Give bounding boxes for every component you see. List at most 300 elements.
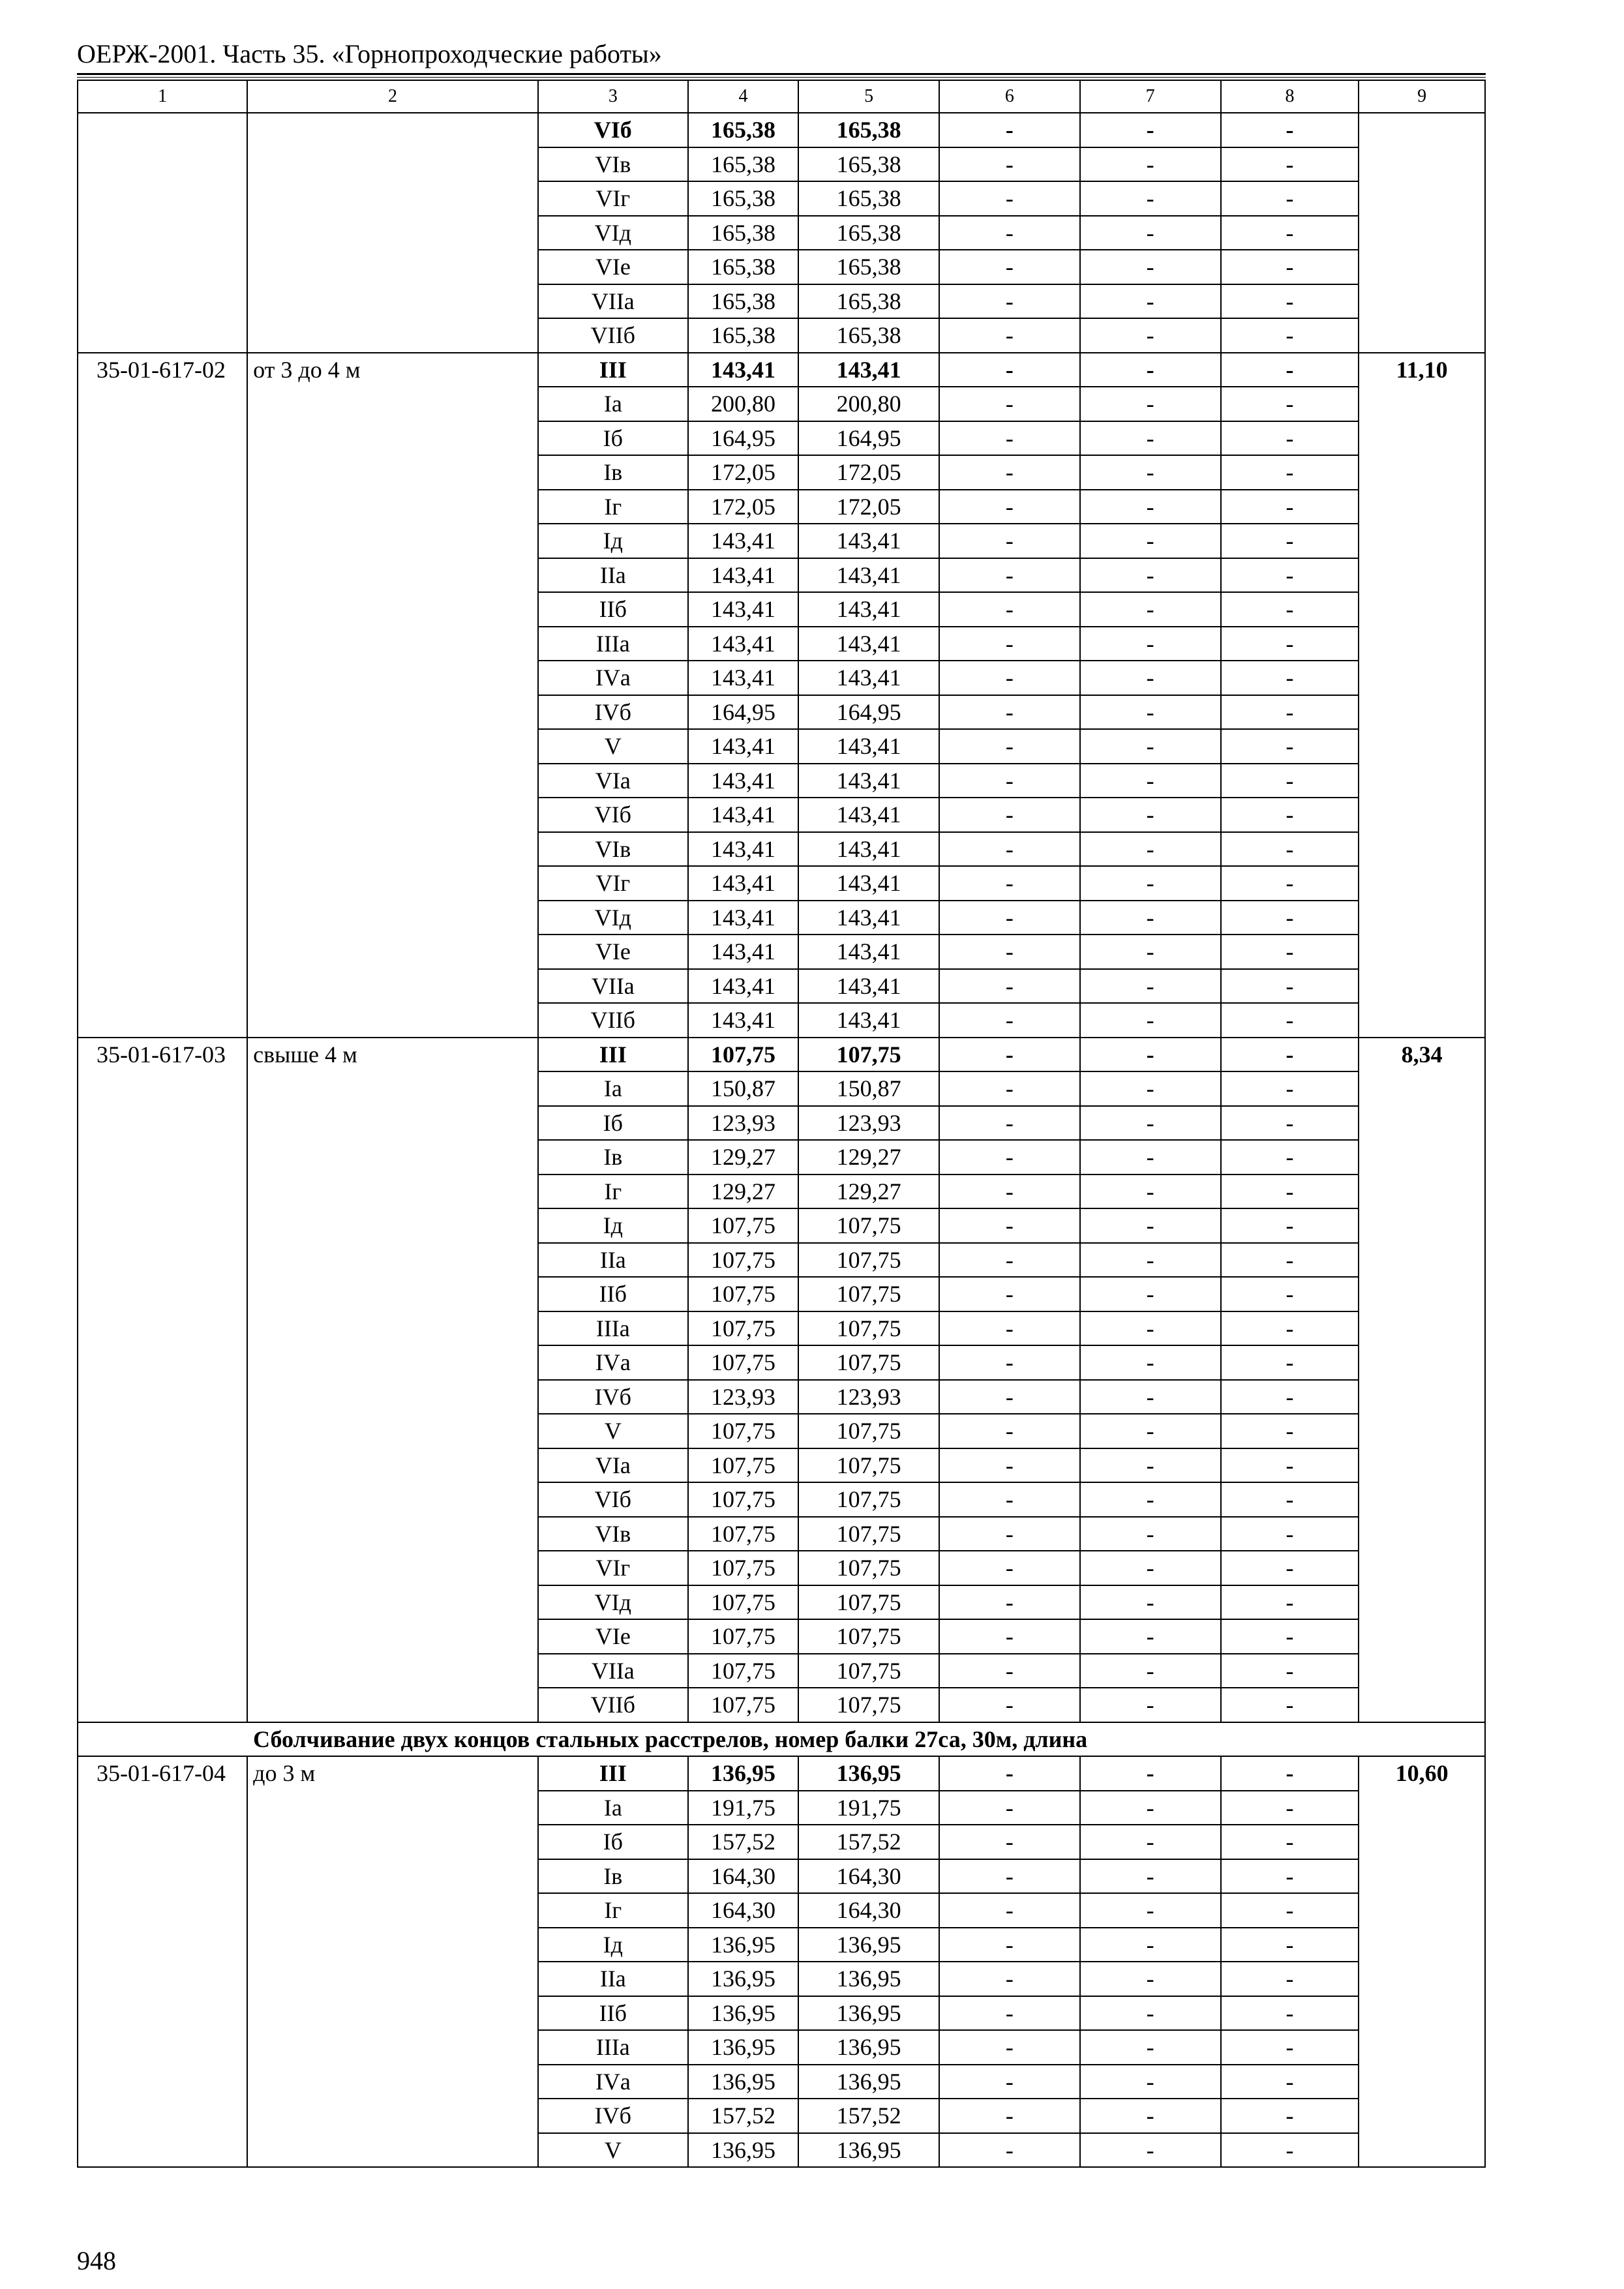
wages-cell: 143,41 xyxy=(798,729,939,764)
rate-code: 35-01-617-02 xyxy=(78,353,247,1038)
direct-cost-cell: 107,75 xyxy=(688,1448,798,1483)
direct-cost-cell: 107,75 xyxy=(688,1688,798,1722)
territorial-zone-cell: VIг xyxy=(538,1551,688,1585)
territorial-zone-cell: Iв xyxy=(538,1859,688,1894)
direct-cost-cell: 123,93 xyxy=(688,1380,798,1414)
column-number-2: 2 xyxy=(247,80,538,113)
materials-cell: - xyxy=(1221,1106,1359,1141)
wages-cell: 143,41 xyxy=(798,524,939,558)
machine-operation-cell: - xyxy=(939,969,1080,1004)
machine-operation-cell: - xyxy=(939,1208,1080,1243)
machine-operation-cell: - xyxy=(939,1825,1080,1859)
wages-cell: 107,75 xyxy=(798,1654,939,1688)
territorial-zone-cell: Iв xyxy=(538,455,688,490)
wages-cell: 107,75 xyxy=(798,1277,939,1311)
direct-cost-cell: 172,05 xyxy=(688,490,798,524)
operator-wages-cell: - xyxy=(1080,1140,1221,1174)
materials-cell: - xyxy=(1221,2030,1359,2065)
machine-operation-cell: - xyxy=(939,1243,1080,1278)
direct-cost-cell: 107,75 xyxy=(688,1038,798,1072)
machine-operation-cell: - xyxy=(939,1071,1080,1106)
territorial-zone-cell: V xyxy=(538,1414,688,1448)
materials-cell: - xyxy=(1221,1243,1359,1278)
operator-wages-cell: - xyxy=(1080,764,1221,798)
operator-wages-cell: - xyxy=(1080,1859,1221,1894)
materials-cell: - xyxy=(1221,2065,1359,2099)
materials-cell: - xyxy=(1221,1688,1359,1722)
direct-cost-cell: 107,75 xyxy=(688,1619,798,1654)
machine-operation-cell: - xyxy=(939,866,1080,901)
machine-operation-cell: - xyxy=(939,1380,1080,1414)
wages-cell: 164,30 xyxy=(798,1859,939,1894)
territorial-zone-cell: VIIб xyxy=(538,1688,688,1722)
wages-cell: 136,95 xyxy=(798,1962,939,1996)
operator-wages-cell: - xyxy=(1080,147,1221,182)
materials-cell: - xyxy=(1221,2099,1359,2133)
wages-cell: 143,41 xyxy=(798,866,939,901)
machine-operation-cell: - xyxy=(939,1345,1080,1380)
territorial-zone-cell: IVб xyxy=(538,2099,688,2133)
territorial-zone-cell: VIг xyxy=(538,866,688,901)
materials-cell: - xyxy=(1221,1311,1359,1346)
direct-cost-cell: 200,80 xyxy=(688,387,798,421)
machine-operation-cell: - xyxy=(939,798,1080,832)
territorial-zone-cell: VIа xyxy=(538,1448,688,1483)
materials-cell: - xyxy=(1221,1174,1359,1209)
materials-cell: - xyxy=(1221,1893,1359,1928)
wages-cell: 157,52 xyxy=(798,2099,939,2133)
header-rule-thick xyxy=(77,73,1486,75)
direct-cost-cell: 129,27 xyxy=(688,1174,798,1209)
materials-cell: - xyxy=(1221,901,1359,935)
operator-wages-cell: - xyxy=(1080,1345,1221,1380)
machine-operation-cell: - xyxy=(939,147,1080,182)
machine-operation-cell: - xyxy=(939,1859,1080,1894)
territorial-zone-cell: VIб xyxy=(538,1482,688,1517)
direct-cost-cell: 107,75 xyxy=(688,1585,798,1620)
wages-cell: 143,41 xyxy=(798,764,939,798)
column-number-6: 6 xyxy=(939,80,1080,113)
materials-cell: - xyxy=(1221,1038,1359,1072)
wages-cell: 107,75 xyxy=(798,1551,939,1585)
wages-cell: 107,75 xyxy=(798,1585,939,1620)
territorial-zone-cell: IIа xyxy=(538,1962,688,1996)
direct-cost-cell: 172,05 xyxy=(688,455,798,490)
machine-operation-cell: - xyxy=(939,1791,1080,1825)
table-row xyxy=(78,113,1485,147)
direct-cost-cell: 123,93 xyxy=(688,1106,798,1141)
labor-cost: 11,10 xyxy=(1359,353,1485,1038)
wages-cell: 165,38 xyxy=(798,216,939,250)
materials-cell: - xyxy=(1221,387,1359,421)
territorial-zone-cell: Iд xyxy=(538,524,688,558)
direct-cost-cell: 143,41 xyxy=(688,798,798,832)
territorial-zone-cell: IIIа xyxy=(538,2030,688,2065)
operator-wages-cell: - xyxy=(1080,695,1221,730)
operator-wages-cell: - xyxy=(1080,1071,1221,1106)
territorial-zone-cell: IIа xyxy=(538,558,688,593)
operator-wages-cell: - xyxy=(1080,1996,1221,2031)
territorial-zone-cell: VIв xyxy=(538,832,688,867)
machine-operation-cell: - xyxy=(939,387,1080,421)
column-number-9: 9 xyxy=(1359,80,1485,113)
operator-wages-cell: - xyxy=(1080,1414,1221,1448)
machine-operation-cell: - xyxy=(939,2065,1080,2099)
operator-wages-cell: - xyxy=(1080,1038,1221,1072)
territorial-zone-cell: VIб xyxy=(538,113,688,147)
direct-cost-cell: 165,38 xyxy=(688,318,798,353)
machine-operation-cell: - xyxy=(939,1414,1080,1448)
territorial-zone-cell: IIб xyxy=(538,1277,688,1311)
territorial-zone-cell: VIв xyxy=(538,1517,688,1551)
wages-cell: 165,38 xyxy=(798,250,939,284)
direct-cost-cell: 150,87 xyxy=(688,1071,798,1106)
wages-cell: 107,75 xyxy=(798,1688,939,1722)
territorial-zone-cell: Iа xyxy=(538,1071,688,1106)
wages-cell: 200,80 xyxy=(798,387,939,421)
operator-wages-cell: - xyxy=(1080,1654,1221,1688)
operator-wages-cell: - xyxy=(1080,490,1221,524)
direct-cost-cell: 157,52 xyxy=(688,2099,798,2133)
wages-cell: 129,27 xyxy=(798,1140,939,1174)
table-row xyxy=(78,353,1485,387)
labor-cost: 8,34 xyxy=(1359,1038,1485,1722)
territorial-zone-cell: Iд xyxy=(538,1928,688,1962)
territorial-zone-cell: V xyxy=(538,729,688,764)
operator-wages-cell: - xyxy=(1080,832,1221,867)
materials-cell: - xyxy=(1221,353,1359,387)
rate-code xyxy=(78,113,247,353)
direct-cost-cell: 136,95 xyxy=(688,1962,798,1996)
direct-cost-cell: 136,95 xyxy=(688,2065,798,2099)
direct-cost-cell: 143,41 xyxy=(688,969,798,1004)
direct-cost-cell: 143,41 xyxy=(688,832,798,867)
operator-wages-cell: - xyxy=(1080,1585,1221,1620)
materials-cell: - xyxy=(1221,1791,1359,1825)
column-number-1: 1 xyxy=(78,80,247,113)
direct-cost-cell: 107,75 xyxy=(688,1243,798,1278)
wages-cell: 107,75 xyxy=(798,1482,939,1517)
materials-cell: - xyxy=(1221,1448,1359,1483)
materials-cell: - xyxy=(1221,1140,1359,1174)
rate-code: 35-01-617-03 xyxy=(78,1038,247,1722)
machine-operation-cell: - xyxy=(939,695,1080,730)
rate-description: от 3 до 4 м xyxy=(247,353,538,1038)
table-row xyxy=(78,1756,1485,1791)
operator-wages-cell: - xyxy=(1080,1003,1221,1038)
territorial-zone-cell: Iг xyxy=(538,1893,688,1928)
operator-wages-cell: - xyxy=(1080,1311,1221,1346)
machine-operation-cell: - xyxy=(939,113,1080,147)
materials-cell: - xyxy=(1221,798,1359,832)
wages-cell: 143,41 xyxy=(798,901,939,935)
machine-operation-cell: - xyxy=(939,2099,1080,2133)
machine-operation-cell: - xyxy=(939,1996,1080,2031)
operator-wages-cell: - xyxy=(1080,181,1221,216)
territorial-zone-cell: VIIа xyxy=(538,1654,688,1688)
wages-cell: 143,41 xyxy=(798,969,939,1004)
territorial-zone-cell: III xyxy=(538,353,688,387)
wages-cell: 107,75 xyxy=(798,1311,939,1346)
operator-wages-cell: - xyxy=(1080,1208,1221,1243)
wages-cell: 143,41 xyxy=(798,592,939,627)
territorial-zone-cell: Iд xyxy=(538,1208,688,1243)
materials-cell: - xyxy=(1221,627,1359,661)
direct-cost-cell: 107,75 xyxy=(688,1654,798,1688)
operator-wages-cell: - xyxy=(1080,1380,1221,1414)
territorial-zone-cell: Iг xyxy=(538,1174,688,1209)
materials-cell: - xyxy=(1221,1208,1359,1243)
materials-cell: - xyxy=(1221,455,1359,490)
column-number-3: 3 xyxy=(538,80,688,113)
materials-cell: - xyxy=(1221,969,1359,1004)
direct-cost-cell: 164,95 xyxy=(688,695,798,730)
column-number-8: 8 xyxy=(1221,80,1359,113)
materials-cell: - xyxy=(1221,250,1359,284)
wages-cell: 123,93 xyxy=(798,1380,939,1414)
machine-operation-cell: - xyxy=(939,1688,1080,1722)
machine-operation-cell: - xyxy=(939,1482,1080,1517)
materials-cell: - xyxy=(1221,113,1359,147)
materials-cell: - xyxy=(1221,1928,1359,1962)
operator-wages-cell: - xyxy=(1080,318,1221,353)
operator-wages-cell: - xyxy=(1080,935,1221,969)
wages-cell: 164,30 xyxy=(798,1893,939,1928)
rate-description: до 3 м xyxy=(247,1756,538,2167)
territorial-zone-cell: VIд xyxy=(538,216,688,250)
materials-cell: - xyxy=(1221,764,1359,798)
machine-operation-cell: - xyxy=(939,1174,1080,1209)
machine-operation-cell: - xyxy=(939,1551,1080,1585)
wages-cell: 165,38 xyxy=(798,181,939,216)
territorial-zone-cell: IVа xyxy=(538,661,688,695)
materials-cell: - xyxy=(1221,866,1359,901)
materials-cell: - xyxy=(1221,1962,1359,1996)
materials-cell: - xyxy=(1221,1482,1359,1517)
direct-cost-cell: 129,27 xyxy=(688,1140,798,1174)
wages-cell: 107,75 xyxy=(798,1243,939,1278)
operator-wages-cell: - xyxy=(1080,969,1221,1004)
section-heading-row xyxy=(78,1722,1485,1757)
operator-wages-cell: - xyxy=(1080,1688,1221,1722)
wages-cell: 150,87 xyxy=(798,1071,939,1106)
operator-wages-cell: - xyxy=(1080,1962,1221,1996)
wages-cell: 143,41 xyxy=(798,558,939,593)
materials-cell: - xyxy=(1221,1003,1359,1038)
machine-operation-cell: - xyxy=(939,764,1080,798)
wages-cell: 136,95 xyxy=(798,1928,939,1962)
header-rule-thin xyxy=(77,77,1486,78)
wages-cell: 143,41 xyxy=(798,661,939,695)
machine-operation-cell: - xyxy=(939,1517,1080,1551)
materials-cell: - xyxy=(1221,318,1359,353)
direct-cost-cell: 107,75 xyxy=(688,1277,798,1311)
machine-operation-cell: - xyxy=(939,1003,1080,1038)
direct-cost-cell: 107,75 xyxy=(688,1414,798,1448)
machine-operation-cell: - xyxy=(939,1311,1080,1346)
wages-cell: 107,75 xyxy=(798,1414,939,1448)
machine-operation-cell: - xyxy=(939,421,1080,456)
machine-operation-cell: - xyxy=(939,935,1080,969)
direct-cost-cell: 157,52 xyxy=(688,1825,798,1859)
materials-cell: - xyxy=(1221,421,1359,456)
machine-operation-cell: - xyxy=(939,216,1080,250)
territorial-zone-cell: III xyxy=(538,1038,688,1072)
materials-cell: - xyxy=(1221,1277,1359,1311)
direct-cost-cell: 143,41 xyxy=(688,935,798,969)
wages-cell: 129,27 xyxy=(798,1174,939,1209)
territorial-zone-cell: IVб xyxy=(538,1380,688,1414)
machine-operation-cell: - xyxy=(939,1962,1080,1996)
territorial-zone-cell: VIв xyxy=(538,147,688,182)
territorial-zone-cell: Iб xyxy=(538,421,688,456)
direct-cost-cell: 143,41 xyxy=(688,592,798,627)
page-number: 948 xyxy=(77,2246,116,2275)
direct-cost-cell: 143,41 xyxy=(688,627,798,661)
materials-cell: - xyxy=(1221,1654,1359,1688)
materials-cell: - xyxy=(1221,1517,1359,1551)
materials-cell: - xyxy=(1221,1825,1359,1859)
wages-cell: 107,75 xyxy=(798,1208,939,1243)
direct-cost-cell: 143,41 xyxy=(688,558,798,593)
machine-operation-cell: - xyxy=(939,2030,1080,2065)
operator-wages-cell: - xyxy=(1080,113,1221,147)
operator-wages-cell: - xyxy=(1080,1928,1221,1962)
territorial-zone-cell: VIд xyxy=(538,1585,688,1620)
column-number-row xyxy=(78,80,1485,113)
machine-operation-cell: - xyxy=(939,455,1080,490)
operator-wages-cell: - xyxy=(1080,1791,1221,1825)
direct-cost-cell: 107,75 xyxy=(688,1517,798,1551)
operator-wages-cell: - xyxy=(1080,866,1221,901)
machine-operation-cell: - xyxy=(939,1106,1080,1141)
machine-operation-cell: - xyxy=(939,1893,1080,1928)
operator-wages-cell: - xyxy=(1080,1174,1221,1209)
operator-wages-cell: - xyxy=(1080,353,1221,387)
operator-wages-cell: - xyxy=(1080,1106,1221,1141)
machine-operation-cell: - xyxy=(939,250,1080,284)
direct-cost-cell: 143,41 xyxy=(688,353,798,387)
wages-cell: 136,95 xyxy=(798,1756,939,1791)
direct-cost-cell: 143,41 xyxy=(688,866,798,901)
materials-cell: - xyxy=(1221,729,1359,764)
territorial-zone-cell: Iа xyxy=(538,387,688,421)
wages-cell: 172,05 xyxy=(798,455,939,490)
territorial-zone-cell: IIIа xyxy=(538,1311,688,1346)
machine-operation-cell: - xyxy=(939,181,1080,216)
materials-cell: - xyxy=(1221,832,1359,867)
wages-cell: 143,41 xyxy=(798,798,939,832)
materials-cell: - xyxy=(1221,661,1359,695)
machine-operation-cell: - xyxy=(939,1277,1080,1311)
machine-operation-cell: - xyxy=(939,558,1080,593)
materials-cell: - xyxy=(1221,216,1359,250)
wages-cell: 107,75 xyxy=(798,1619,939,1654)
machine-operation-cell: - xyxy=(939,1585,1080,1620)
operator-wages-cell: - xyxy=(1080,387,1221,421)
wages-cell: 164,95 xyxy=(798,695,939,730)
direct-cost-cell: 107,75 xyxy=(688,1482,798,1517)
territorial-zone-cell: IIIа xyxy=(538,627,688,661)
wages-cell: 143,41 xyxy=(798,1003,939,1038)
territorial-zone-cell: VIа xyxy=(538,764,688,798)
machine-operation-cell: - xyxy=(939,490,1080,524)
wages-cell: 136,95 xyxy=(798,2133,939,2168)
territorial-zone-cell: IVб xyxy=(538,695,688,730)
wages-cell: 165,38 xyxy=(798,318,939,353)
materials-cell: - xyxy=(1221,284,1359,319)
materials-cell: - xyxy=(1221,147,1359,182)
territorial-zone-cell: IIа xyxy=(538,1243,688,1278)
operator-wages-cell: - xyxy=(1080,729,1221,764)
materials-cell: - xyxy=(1221,1380,1359,1414)
column-number-7: 7 xyxy=(1080,80,1221,113)
page-header-title: ОЕРЖ-2001. Часть 35. «Горнопроходческие работы» xyxy=(77,39,662,68)
wages-cell: 107,75 xyxy=(798,1448,939,1483)
operator-wages-cell: - xyxy=(1080,421,1221,456)
direct-cost-cell: 143,41 xyxy=(688,661,798,695)
operator-wages-cell: - xyxy=(1080,2099,1221,2133)
territorial-zone-cell: VIд xyxy=(538,901,688,935)
machine-operation-cell: - xyxy=(939,1756,1080,1791)
materials-cell: - xyxy=(1221,1585,1359,1620)
territorial-zone-cell: VIIа xyxy=(538,284,688,319)
machine-operation-cell: - xyxy=(939,524,1080,558)
territorial-zone-cell: VIIб xyxy=(538,1003,688,1038)
machine-operation-cell: - xyxy=(939,1928,1080,1962)
wages-cell: 136,95 xyxy=(798,2065,939,2099)
wages-cell: 165,38 xyxy=(798,284,939,319)
materials-cell: - xyxy=(1221,1345,1359,1380)
operator-wages-cell: - xyxy=(1080,1243,1221,1278)
territorial-zone-cell: III xyxy=(538,1756,688,1791)
operator-wages-cell: - xyxy=(1080,592,1221,627)
wages-cell: 136,95 xyxy=(798,2030,939,2065)
rate-code: 35-01-617-04 xyxy=(78,1756,247,2167)
territorial-zone-cell: VIг xyxy=(538,181,688,216)
machine-operation-cell: - xyxy=(939,318,1080,353)
table-row xyxy=(78,1038,1485,1072)
territorial-zone-cell: IIб xyxy=(538,1996,688,2031)
territorial-zone-cell: IVа xyxy=(538,2065,688,2099)
operator-wages-cell: - xyxy=(1080,216,1221,250)
direct-cost-cell: 143,41 xyxy=(688,524,798,558)
territorial-zone-cell: VIIа xyxy=(538,969,688,1004)
materials-cell: - xyxy=(1221,1996,1359,2031)
direct-cost-cell: 165,38 xyxy=(688,250,798,284)
direct-cost-cell: 136,95 xyxy=(688,1928,798,1962)
operator-wages-cell: - xyxy=(1080,798,1221,832)
operator-wages-cell: - xyxy=(1080,455,1221,490)
operator-wages-cell: - xyxy=(1080,901,1221,935)
direct-cost-cell: 164,30 xyxy=(688,1893,798,1928)
operator-wages-cell: - xyxy=(1080,1619,1221,1654)
machine-operation-cell: - xyxy=(939,592,1080,627)
materials-cell: - xyxy=(1221,1756,1359,1791)
direct-cost-cell: 191,75 xyxy=(688,1791,798,1825)
materials-cell: - xyxy=(1221,695,1359,730)
direct-cost-cell: 143,41 xyxy=(688,1003,798,1038)
materials-cell: - xyxy=(1221,1551,1359,1585)
direct-cost-cell: 107,75 xyxy=(688,1551,798,1585)
direct-cost-cell: 136,95 xyxy=(688,2133,798,2168)
materials-cell: - xyxy=(1221,1619,1359,1654)
section-heading: Сболчивание двух концов стальных расстрелов, номер балки 27са, 30м, длина xyxy=(78,1722,1485,1757)
materials-cell: - xyxy=(1221,181,1359,216)
machine-operation-cell: - xyxy=(939,832,1080,867)
territorial-zone-cell: Iв xyxy=(538,1140,688,1174)
operator-wages-cell: - xyxy=(1080,1756,1221,1791)
